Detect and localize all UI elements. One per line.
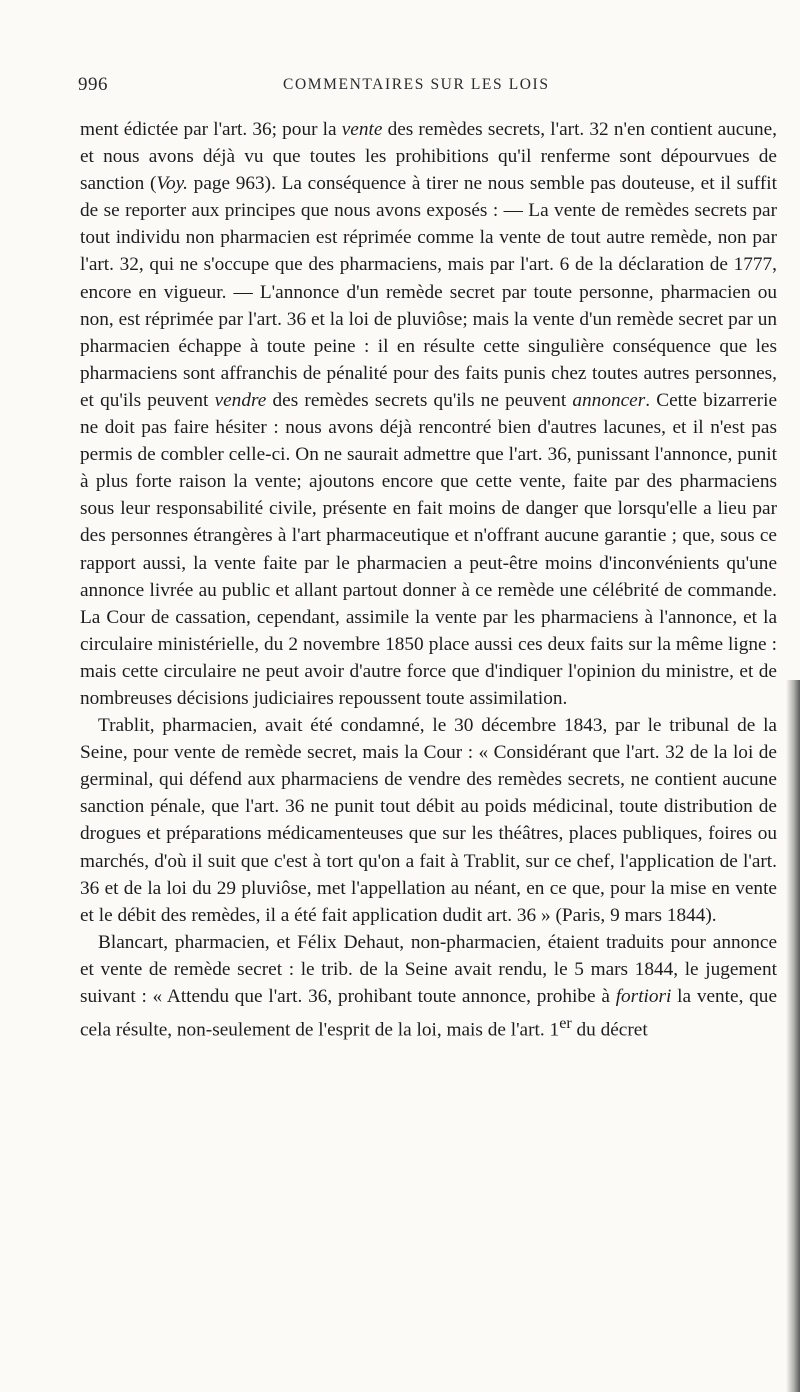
paragraph-3-superscript-1: er	[559, 1015, 572, 1033]
paragraph-1-text-3: page 963). La conséquence à tirer ne nous semble pas douteuse, et il suffit de se reporter aux principes que nous avons exposés : — La vente de remèdes secrets par tout individu non pharmacien est réprimée comme la vente de tout autre remède, non par l'art. 32, qui ne s'occupe que des pharmaciens, mais par l'art. 6 de la déclaration de 1777, encore en vigueur. — L'annonce d'un remède secret par toute personne, pharmacien ou non, est réprimée par l'art. 36 et la loi de pluviôse; mais la vente d'un remède secret par un pharmacien échappe à toute peine : il en résulte cette singulière conséquence que les pharmaciens sont affranchis de pénalité pour des faits punis chez toutes autres personnes, et qu'ils peuvent	[80, 173, 778, 411]
paragraph-1-italic-1: vente	[341, 119, 383, 140]
running-title: COMMENTAIRES SUR LES LOIS	[283, 76, 550, 93]
paragraph-1-text-4: des remèdes secrets qu'ils ne peuvent	[266, 389, 573, 411]
text-block	[80, 116, 777, 1044]
paragraph-2	[80, 712, 777, 929]
paragraph-3-text-2: la vente, que cela résulte, non-seulement de l'esprit de la loi, mais de l'art. 1	[80, 986, 777, 1041]
running-head	[78, 74, 778, 98]
paragraph-1-text-5: . Cette bizarrerie ne doit pas faire hésiter : nous avons déjà rencontré bien d'autres lacunes, et il n'est pas permis de combler celle-ci. On ne saurait admettre que l'art. 36, punissant l'annonce, punit à plus forte raison la vente; ajoutons encore que cette vente, faite par des pharmaciens sous leur responsabilité civile, présente en fait moins de danger que lorsqu'elle a lieu par des personnes étrangères à l'art pharmaceutique et n'offrant aucune garantie ; que, sous ce rapport aussi, la vente faite par le pharmacien a peut-être moins d'inconvénients qu'une annonce livrée au public et allant partout donner à ce remède une célébrité de commande. La Cour de cassation, cependant, assimile la vente par les pharmaciens à l'annonce, et la circulaire ministérielle, du 2 novembre 1850 place aussi ces deux faits sur la même ligne : mais cette circulaire ne peut avoir d'autre force que d'indiquer l'opinion du ministre, et de nombreuses décisions judiciaires repoussent toute assimilation.	[80, 389, 777, 709]
paragraph-1-italic-3: vendre	[214, 389, 267, 411]
paragraph-1-italic-2: Voy.	[156, 173, 188, 195]
page-edge-shadow	[786, 680, 800, 1392]
paragraph-3-text-1: Blancart, pharmacien, et Félix Dehaut, non-pharmacien, étaient traduits pour annonce et vente de remède secret : le trib. de la Seine avait rendu, le 5 mars 1844, le jugement suivant : « Attendu que l'art. 36, prohibant toute annonce, prohibe à	[80, 931, 777, 1007]
paragraph-1-text-1: ment édictée par l'art. 36; pour la	[80, 119, 342, 140]
paragraph-1	[80, 116, 777, 712]
paragraph-3-italic-1: fortiori	[615, 986, 672, 1007]
paragraph-2-text-1: Trablit, pharmacien, avait été condamné, le 30 décembre 1843, par le tribunal de la Seine, pour vente de remède secret, mais la Cour : « Considérant que l'art. 32 de la loi de germinal, qui défend aux pharmaciens de vendre des remèdes secrets, ne contient aucune sanction pénale, que l'art. 36 ne punit tout débit au poids médicinal, toute distribution de drogues et préparations médicamenteuses que sur les théâtres, places publiques, foires ou marchés, d'où il suit que c'est à tort qu'on a fait à Trablit, sur ce chef, l'application de l'art. 36 et de la loi du 29 pluviôse, met l'appellation au néant, en ce que, pour la mise en vente et le débit des remèdes, il a été fait application dudit art. 36 » (Paris, 9 mars 1844).	[80, 715, 777, 926]
page-number: 996	[78, 74, 108, 95]
paragraph-1-text-2: des remèdes secrets, l'art. 32 n'en contient aucune, et nous avons déjà vu que toutes les prohibitions qu'il renferme sont dépourvues de sanction (	[80, 119, 777, 195]
paragraph-1-italic-4: annoncer	[572, 389, 646, 411]
paragraph-3	[80, 929, 777, 1044]
paragraph-3-text-3: du décret	[571, 1019, 648, 1041]
